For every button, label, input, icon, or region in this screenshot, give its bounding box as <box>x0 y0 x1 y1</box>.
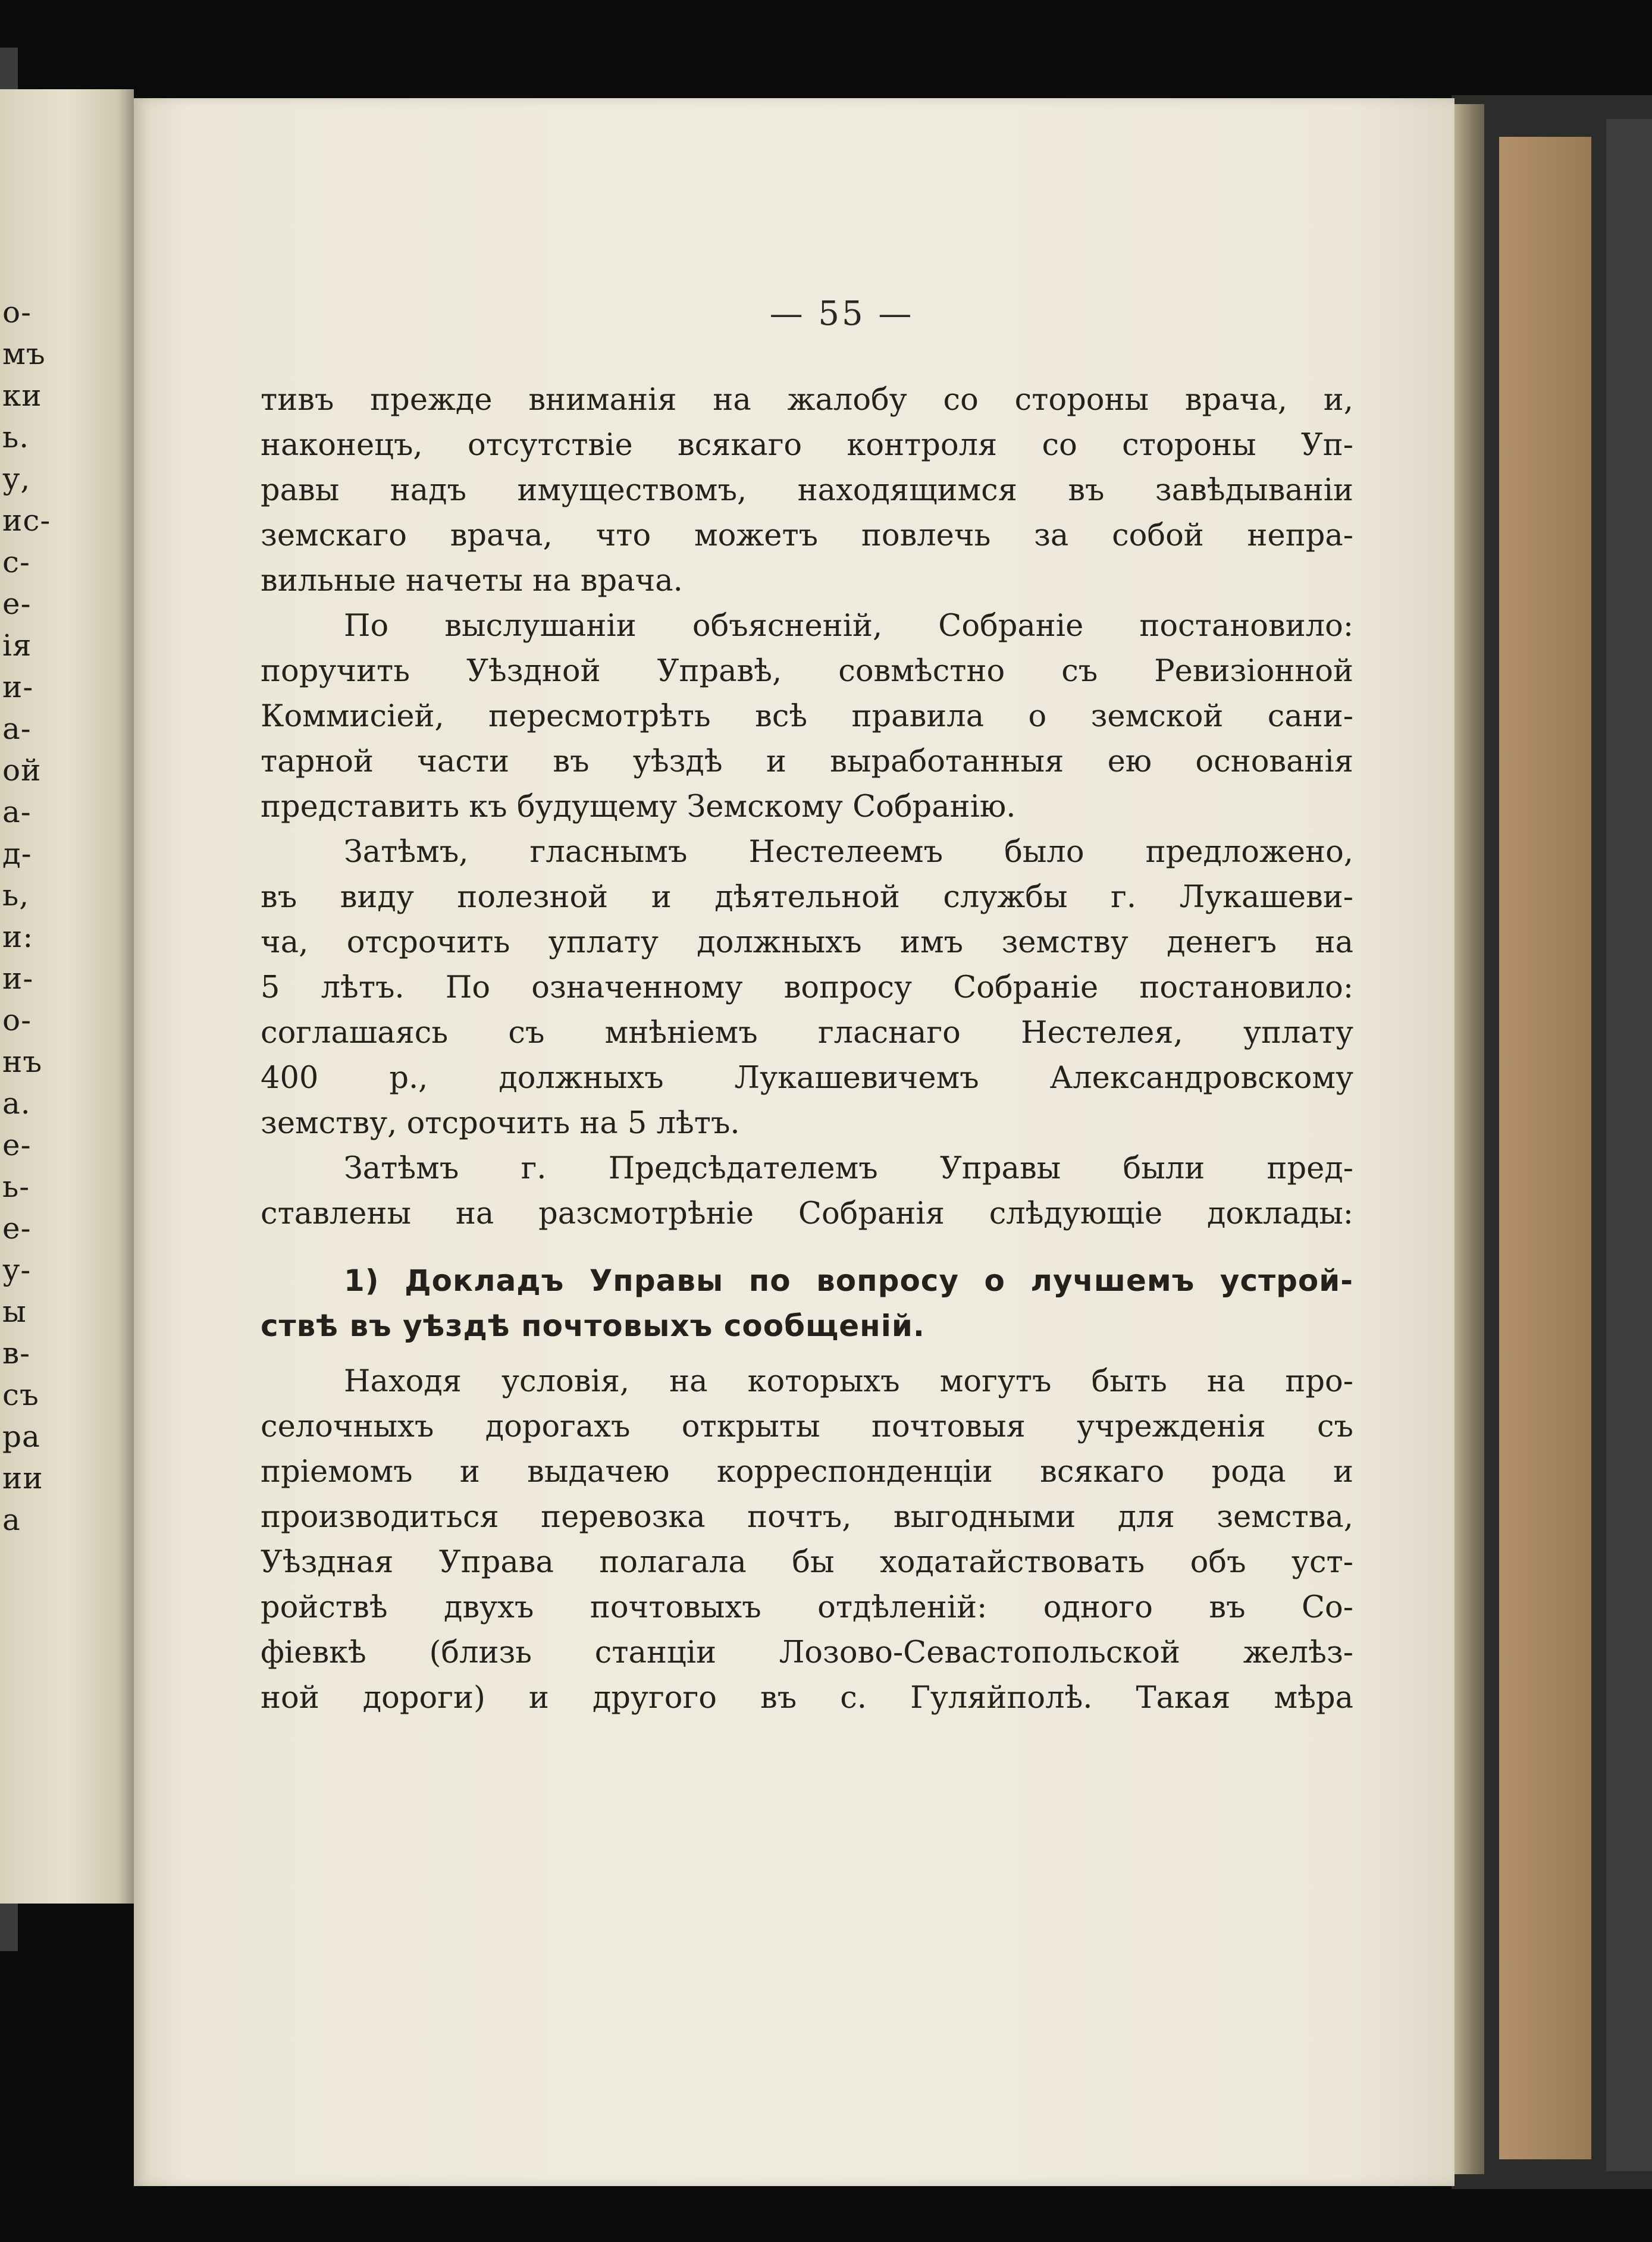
text-line: тивъ прежде вниманія на жалобу со стороны врача, и, <box>261 382 1353 418</box>
text-line: ставлены на разсмотрѣніе Собранія слѣдующіе доклады: <box>261 1196 1353 1231</box>
left-fragment: у, <box>2 462 31 496</box>
left-fragment: ы <box>2 1294 27 1329</box>
text-line: равы надъ имуществомъ, находящимся въ завѣдываніи <box>261 473 1353 508</box>
page-number: — 55 — <box>769 294 914 333</box>
left-fragment: мъ <box>2 337 46 371</box>
left-fragment: нъ <box>2 1045 43 1079</box>
left-fragment: ии <box>2 1461 43 1495</box>
left-fragment: ь, <box>2 878 30 913</box>
text-line: 400 р., должныхъ Лукашевичемъ Александровскому <box>261 1061 1353 1096</box>
left-fragment: ки <box>2 378 42 413</box>
page-stack-edge <box>1454 104 1484 2174</box>
text-line: Находя условія, на которыхъ могутъ быть на про- <box>344 1364 1353 1399</box>
left-fragment: у- <box>2 1253 32 1287</box>
left-fragment: ь. <box>2 420 30 454</box>
text-line: Коммисіей, пересмотрѣть всѣ правила о земской сани- <box>261 699 1353 734</box>
text-line: въ виду полезной и дѣятельной службы г. Лукашеви- <box>261 880 1353 915</box>
text-line: земскаго врача, что можетъ повлечь за собой непра- <box>261 518 1353 553</box>
left-fragment: и- <box>2 670 34 704</box>
left-fragment: а- <box>2 795 32 829</box>
text-line: производиться перевозка почтъ, выгодными для земства, <box>261 1500 1353 1535</box>
text-line: 5 лѣтъ. По означенному вопросу Собраніе постановило: <box>261 970 1353 1005</box>
left-fragment: ой <box>2 753 42 788</box>
text-line: вильные начеты на врача. <box>261 563 683 598</box>
left-fragment: е- <box>2 1211 32 1246</box>
left-fragment: и- <box>2 961 34 996</box>
left-fragment: и: <box>2 920 34 954</box>
text-line: соглашаясь съ мнѣніемъ гласнаго Нестелея, уплату <box>261 1015 1353 1051</box>
left-fragment: е- <box>2 587 32 621</box>
text-line: поручить Уѣздной Управѣ, совмѣстно съ Ревизіонной <box>261 654 1353 689</box>
previous-page-text-fragments <box>0 291 134 1541</box>
text-line: Затѣмъ, гласнымъ Нестелеемъ было предложено, <box>344 835 1353 870</box>
text-line: пріемомъ и выдачею корреспонденціи всякаго рода и <box>261 1454 1353 1490</box>
text-line: По выслушаніи объясненій, Собраніе постановило: <box>344 609 1353 644</box>
left-fragment: а- <box>2 711 32 746</box>
left-fragment: е- <box>2 1128 32 1162</box>
left-fragment: д- <box>2 836 32 871</box>
text-line: фіевкѣ (близь станціи Лозово-Севастопольской желѣз- <box>261 1635 1353 1670</box>
book-page <box>134 98 1454 2186</box>
text-line: тарной части въ уѣздѣ и выработанныя ею основанія <box>261 744 1353 779</box>
left-fragment: ра <box>2 1419 40 1454</box>
cover-board-edge <box>1499 137 1591 2159</box>
section-heading: 1) Докладъ Управы по вопросу о лучшемъ устрой- <box>344 1263 1353 1298</box>
left-fragment: о- <box>2 1003 32 1037</box>
text-line: Уѣздная Управа полагала бы ходатайствовать объ уст- <box>261 1545 1353 1580</box>
left-fragment: а. <box>2 1086 31 1121</box>
text-line: ча, отсрочить уплату должныхъ имъ земству денегъ на <box>261 925 1353 960</box>
section-heading: ствѣ въ уѣздѣ почтовыхъ сообщеній. <box>261 1309 925 1343</box>
left-fragment: ь- <box>2 1169 30 1204</box>
text-line: Затѣмъ г. Предсѣдателемъ Управы были пред- <box>344 1151 1353 1186</box>
left-fragment: съ <box>2 1378 39 1412</box>
text-line: ной дороги) и другого въ с. Гуляйполѣ. Такая мѣра <box>261 1680 1353 1716</box>
text-line: земству, отсрочить на 5 лѣтъ. <box>261 1106 740 1141</box>
text-line: ройствѣ двухъ почтовыхъ отдѣленій: одного въ Со- <box>261 1590 1353 1625</box>
left-fragment: ія <box>2 628 32 663</box>
left-fragment: с- <box>2 545 30 579</box>
left-fragment: о- <box>2 295 32 330</box>
text-line: селочныхъ дорогахъ открыты почтовыя учрежденія съ <box>261 1409 1353 1444</box>
text-line: наконецъ, отсутствіе всякаго контроля со стороны Уп- <box>261 428 1353 463</box>
left-fragment: ис- <box>2 503 51 538</box>
left-fragment: в- <box>2 1336 31 1371</box>
page-body <box>261 378 1353 1721</box>
cover-cloth <box>1606 119 1652 2171</box>
text-line: представить къ будущему Земскому Собранію. <box>261 789 1016 824</box>
left-fragment: а <box>2 1503 21 1537</box>
